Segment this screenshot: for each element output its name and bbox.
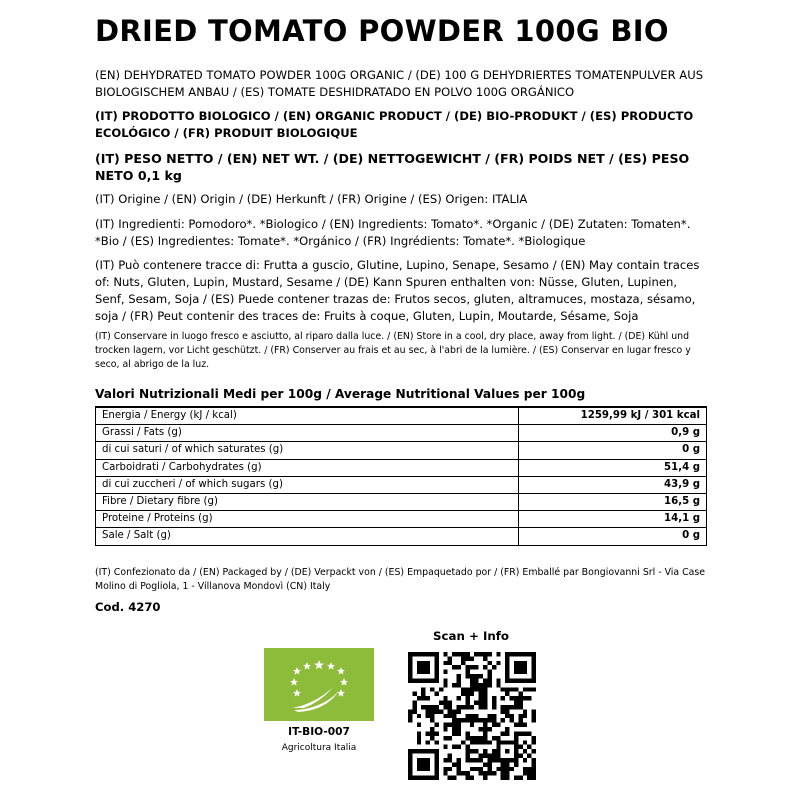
nutrition-row (96, 425, 707, 442)
qr-code-icon[interactable] (408, 652, 536, 780)
net-weight: (IT) PESO NETTO / (EN) NET WT. / (DE) NETTOGEWICHT / (FR) POIDS NET / (ES) PESO NETO 0,1 kg (95, 151, 690, 183)
organic-certification-code: IT-BIO-007 (288, 726, 350, 738)
nutrition-title: Valori Nutrizionali Medi per 100g / Average Nutritional Values per 100g (95, 387, 586, 401)
product-names: (EN) DEHYDRATED TOMATO POWDER 100G ORGANIC / (DE) 100 G DEHYDRIERTES TOMATENPULVER AUS BIOLOGISCHEM ANBAU / (ES) TOMATE DESHIDRATADO EN POLVO 100G ORGÁNICO (95, 68, 704, 99)
nutrition-row (96, 476, 707, 493)
nutrient-value: 14,1 g (519, 511, 707, 528)
nutrient-value: 16,5 g (519, 493, 707, 510)
storage-instructions: (IT) Conservare in luogo fresco e asciutto, al riparo dalla luce. / (EN) Store in a cool, dry place, away from light. / (DE) Kühl und trocken lagern, vor Licht geschützt. / (FR) Conserver au frais et au sec, à l'abri de la lumière. / (ES) Conservar en lugar fresco y seco, al abrigo de la luz. (95, 331, 691, 370)
eu-organic-logo (264, 648, 374, 721)
nutrient-value: 51,4 g (519, 459, 707, 476)
nutrition-row (96, 407, 707, 425)
nutrient-label: di cui saturi / of which saturates (g) (96, 442, 519, 459)
nutrient-value: 43,9 g (519, 476, 707, 493)
product-code: Cod. 4270 (95, 600, 161, 614)
product-title: DRIED TOMATO POWDER 100G BIO (95, 14, 669, 48)
nutrition-row (96, 528, 707, 545)
nutrient-label: Energia / Energy (kJ / kcal) (96, 407, 519, 425)
allergens: (IT) Può contenere tracce di: Frutta a guscio, Glutine, Lupino, Senape, Sesamo / (EN) May contain traces of: Nuts, Gluten, Lupin, Mustard, Sesame / (DE) Kann Spuren enthalten von: Nüsse, Gluten, Lupinen, Senf, Sesam, Soja / (ES) Puede contener trazas de: Frutos secos, gluten, altramuces, mostaza, sésamo, soja / (FR) Peut contenir des traces de: Fruits à coque, Gluten, Lupin, Moutarde, Sésame, Soja (95, 258, 700, 323)
nutrient-label: di cui zuccheri / of which sugars (g) (96, 476, 519, 493)
nutrient-value: 1259,99 kJ / 301 kcal (519, 407, 707, 425)
nutrient-value: 0,9 g (519, 425, 707, 442)
eu-organic-leaf-icon (264, 648, 374, 721)
origin: (IT) Origine / (EN) Origin / (DE) Herkunft / (FR) Origine / (ES) Origen: ITALIA (95, 192, 528, 206)
ingredients: (IT) Ingredienti: Pomodoro*. *Biologico / (EN) Ingredients: Tomato*. *Organic / (DE) Zutaten: Tomaten*. *Bio / (ES) Ingredientes: Tomate*. *Orgánico / (FR) Ingrédients: Tomate*. *Biologique (95, 217, 691, 248)
organic-origin-text: Agricoltura Italia (281, 743, 357, 753)
packer-info: (IT) Confezionato da / (EN) Packaged by / (DE) Verpackt von / (ES) Empaquetado por / (FR) Emballé par Bongiovanni Srl - Via Case Molino di Pogliola, 1 - Villanova Mondovì (CN) Italy (95, 567, 706, 592)
nutrition-table (95, 406, 707, 546)
nutrition-row (96, 511, 707, 528)
nutrient-label: Proteine / Proteins (g) (96, 511, 519, 528)
nutrient-value: 0 g (519, 442, 707, 459)
nutrient-label: Carboidrati / Carbohydrates (g) (96, 459, 519, 476)
nutrition-row (96, 493, 707, 510)
scan-label: Scan + Info (433, 629, 509, 643)
organic-statement: (IT) PRODOTTO BIOLOGICO / (EN) ORGANIC PRODUCT / (DE) BIO-PRODUKT / (ES) PRODUCTO ECOLÓGICO / (FR) PRODUIT BIOLOGIQUE (95, 109, 694, 140)
nutrition-row (96, 442, 707, 459)
nutrient-label: Sale / Salt (g) (96, 528, 519, 545)
nutrition-row (96, 459, 707, 476)
nutrient-label: Grassi / Fats (g) (96, 425, 519, 442)
nutrient-label: Fibre / Dietary fibre (g) (96, 493, 519, 510)
nutrient-value: 0 g (519, 528, 707, 545)
